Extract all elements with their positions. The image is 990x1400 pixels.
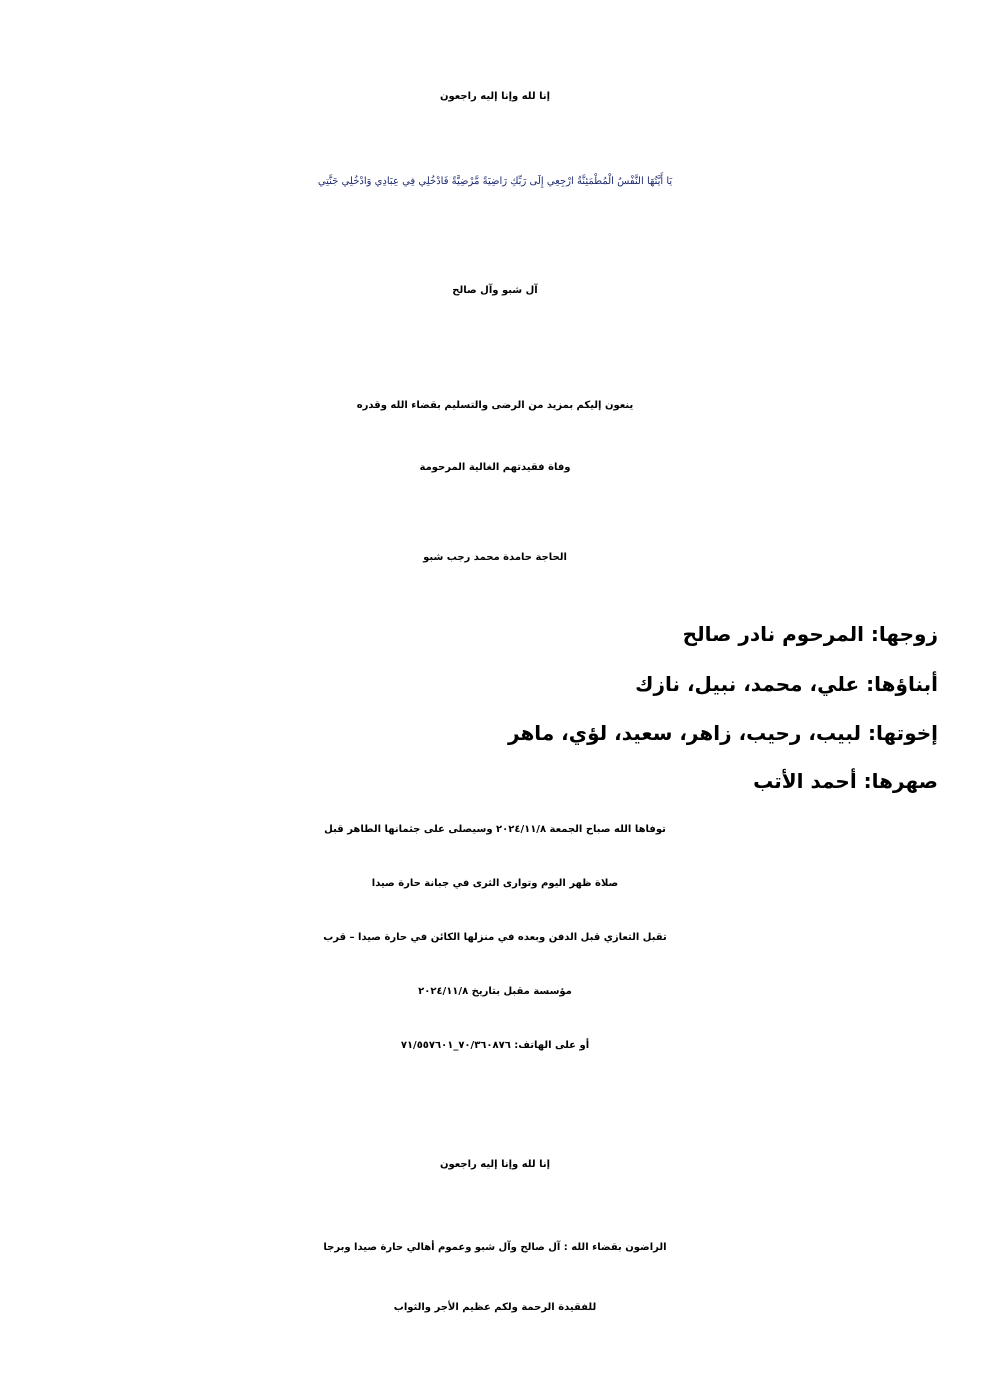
relative-son-in-law: صهرها: أحمد الأتب <box>753 769 938 793</box>
details-line-1: توفاها الله صباح الجمعة ٢٠٢٤/١١/٨ وسيصلى على جثمانها الطاهر قبل <box>324 824 666 835</box>
details-line-4: مؤسسة مقبل بتاريخ ٢٠٢٤/١١/٨ <box>418 986 572 997</box>
relative-siblings: إخوتها: لبيب، رحيب، زاهر، سعيد، لؤي، ماهر <box>508 721 938 745</box>
details-phone: أو على الهاتف: ٧٠/٣٦٠٨٧٦_٧١/٥٥٧٦٠١ <box>400 1040 590 1051</box>
heading-bottom: إنا لله وإنا إليه راجعون <box>439 1159 551 1170</box>
deceased-name: الحاجة حامدة محمد رجب شبو <box>423 552 567 563</box>
details-line-3: تقبل التعازي قبل الدفن وبعده في منزلها الكائن في حارة صيدا – قرب <box>323 932 667 943</box>
closing-line-2: للفقيدة الرحمة ولكم عظيم الأجر والثواب <box>393 1302 597 1313</box>
announcement-line-2: وفاة فقيدتهم الغالية المرحومة <box>419 462 571 473</box>
relative-husband: زوجها: المرحوم نادر صالح <box>682 622 938 646</box>
announcement-line-1: ينعون إليكم بمزيد من الرضى والتسليم بقضاء الله وقدره <box>356 400 634 411</box>
quran-verse: يَا أَيَّتُهَا النَّفْسُ الْمُطْمَئِنَّةُ ارْجِعِي إِلَى رَبِّكِ رَاضِيَةً مَّرْضِيَّةً فَادْخُلِي فِي عِبَادِي وَادْخُلِي جَنَّتِي <box>317 176 673 187</box>
relative-children: أبناؤها: علي، محمد، نبيل، نازك <box>635 672 938 696</box>
closing-line-1: الراضون بقضاء الله : آل صالح وآل شبو وعموم أهالي حارة صيدا وبرجا <box>323 1242 667 1253</box>
heading-top: إنا لله وإنا إليه راجعون <box>439 91 551 102</box>
details-line-2: صلاة ظهر اليوم وتوارى الثرى في جبانة حارة صيدا <box>371 878 619 889</box>
families-title: آل شبو وآل صالح <box>452 285 538 296</box>
